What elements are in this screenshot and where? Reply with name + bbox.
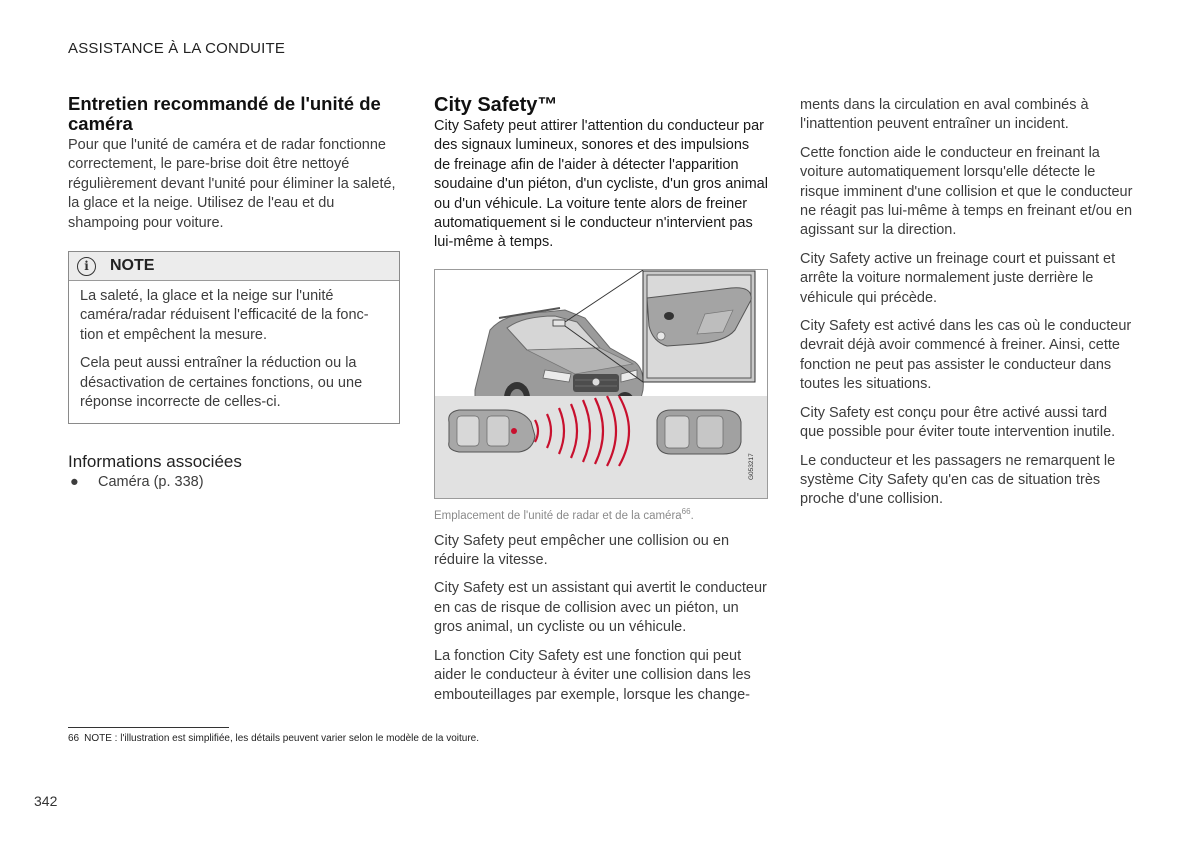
camera-maintenance-paragraph: Pour que l'unité de caméra et de radar fonctionne correctement, le pare-brise doit être nettoyé régulièrement devant l'unité pour éliminer la saleté, la glace et la neige. Utilisez de l'eau et du shampoing pour voiture. <box>68 137 396 231</box>
bullet-icon: ● <box>70 474 79 491</box>
footnote-text: NOTE : l'illustration est simplifiée, les détails peuvent varier selon le modèle de la voiture. <box>84 733 479 744</box>
city-safety-p9: Le conducteur et les passagers ne remarquent le système City Safety qu'en cas de situation très proche d'une collision. <box>800 452 1116 508</box>
section-heading-camera-maintenance: Entretien recommandé de l'unité de caméra <box>68 93 381 134</box>
related-link-camera[interactable] <box>68 472 400 492</box>
suv-front-illustration <box>475 270 643 416</box>
note-header <box>69 252 399 281</box>
note-paragraph-2: Cela peut aussi entraîner la réduction ou la désactivation de certaines fonctions, ou une réponse incorrecte de celles-ci. <box>80 355 363 411</box>
column-3 <box>800 96 1134 519</box>
camera-detail-inset <box>643 271 755 382</box>
radar-camera-illustration <box>435 270 767 498</box>
city-safety-p1: City Safety peut empêcher une collision ou en réduire la vitesse. <box>434 532 730 569</box>
running-header: ASSISTANCE À LA CONDUITE <box>68 40 286 57</box>
note-body <box>69 281 399 423</box>
city-safety-p6: City Safety active un freinage court et puissant et arrête la voiture normalement juste derrière le véhicule qui précède. <box>800 250 1116 306</box>
footnote-divider <box>68 727 229 728</box>
city-safety-p7: City Safety est activé dans les cas où le conducteur devrait déjà avoir commencé à freiner. Ainsi, cette fonction ne peut pas assister le conducteur dans toutes les situations. <box>800 318 1132 393</box>
info-icon: i <box>77 257 96 276</box>
front-vehicle-topdown <box>657 410 741 454</box>
related-link-label[interactable]: Caméra (p. 338) <box>98 474 204 491</box>
note-paragraph-1: La saleté, la glace et la neige sur l'unité caméra/radar réduisent l'efficacité de la fonction et empêchent la mesure. <box>80 288 369 343</box>
footnote-number: 66 <box>68 733 80 744</box>
footnote <box>68 733 479 744</box>
figure-caption: Emplacement de l'unité de radar et de la caméra$^{66}$. <box>434 506 694 522</box>
city-safety-p2: City Safety est un assistant qui avertit le conducteur en cas de risque de collision avec un piéton, un gros animal, un cycliste ou un véhicule. <box>434 580 767 636</box>
radar-camera-figure <box>434 269 768 499</box>
city-safety-p5: Cette fonction aide le conducteur en freinant la voiture automatiquement lorsqu'elle détecte le risque imminent d'une collision et que le conducteur ne réagit pas lui-même à temps en freinant et/ou en agissant sur la direction. <box>800 144 1133 239</box>
city-safety-p4: ments dans la circulation en aval combinés à l'inattention peuvent entraîner un incident. <box>800 97 1089 133</box>
city-safety-p3: La fonction City Safety est une fonction qui peut aider le conducteur à éviter une collision dans les embouteillages par exemple, lorsque les change- <box>434 647 751 703</box>
radar-scene <box>435 396 767 498</box>
column-1 <box>68 92 400 492</box>
figure-code: G053217 <box>748 453 755 480</box>
note-box <box>68 251 400 424</box>
footnote-reference[interactable]: 66 <box>681 506 691 516</box>
page-number: 342 <box>34 793 58 809</box>
figure-caption-text: Emplacement de l'unité de radar et de la caméra <box>434 509 682 522</box>
own-vehicle-topdown <box>449 410 535 452</box>
related-info-heading: Informations associées <box>68 452 242 472</box>
section-heading-city-safety: City Safety™ <box>434 94 558 116</box>
column-2 <box>434 92 768 714</box>
city-safety-intro: City Safety peut attirer l'attention du conducteur par des signaux lumineux, sonores et des impulsions de freinage afin de l'aider à détecter l'apparition soudaine d'un piéton, d'un cycliste, d'un gros animal ou d'un véhicule. La voiture tente alors de freiner automatiquement si le conducteur n'intervient pas lui-même à temps. <box>434 118 768 251</box>
city-safety-p8: City Safety est conçu pour être activé aussi tard que possible pour éviter toute intervention inutile. <box>800 404 1116 441</box>
note-title: NOTE <box>110 257 155 275</box>
